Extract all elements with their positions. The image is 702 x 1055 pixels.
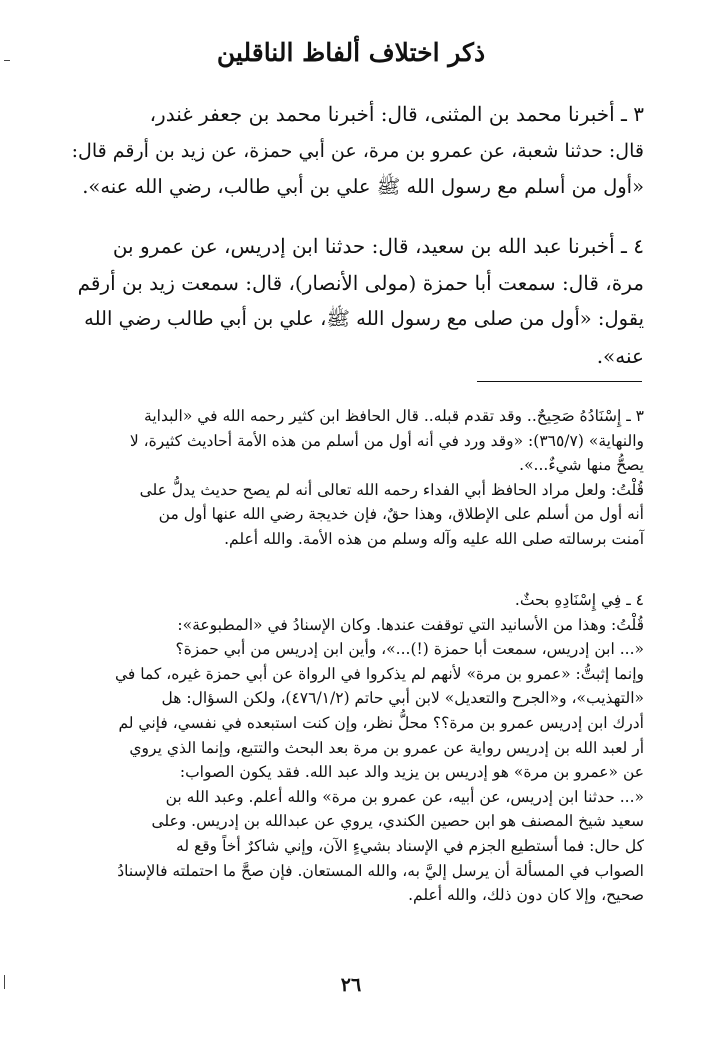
- hadith-3-line: «أول من أسلم مع رسول الله ﷺ علي بن أبي طالب، رضي الله عنه».: [82, 175, 644, 198]
- hadith-4-line: عنه».: [596, 343, 644, 368]
- page-title: ذكر اختلاف ألفاظ الناقلين: [216, 38, 486, 67]
- footnote-3-line: ٣ ـ إِسْنَادُهُ صَحِيحٌ.. وقد تقدم قبله.. قال الحافظ ابن كثير رحمه الله في «البداية: [144, 407, 644, 425]
- footnote-4-line: «... حدثنا ابن إدريس، عن أبيه، عن عمرو بن مرة» والله أعلم. وعبد الله بن: [165, 787, 644, 806]
- footnote-4-line: كل حال: فما أستطيع الجزم في الإسناد بشيءٍ الآن، وإني شاكرٌ أخاً وقع له: [176, 836, 644, 855]
- footnote-4-line: الصواب في المسألة أن يرسل إليَّ به، والله المستعان. فإن صحَّ ما احتملته فالإسنادُ: [117, 861, 644, 880]
- hadith-3-line: قال: حدثنا شعبة، عن عمرو بن مرة، عن أبي حمزة، عن زيد بن أرقم قال:: [71, 139, 644, 162]
- footnote-separator: [477, 381, 642, 382]
- footnote-4-line: وإنما إثبتُّ: «عمرو بن مرة» لأنهم لم يذكروا في الرواة عن أبي حمزة غيره، كما في: [114, 664, 644, 683]
- footnote-4-line: أدرك ابن إدريس عمرو بن مرة؟؟ محلُّ نظر، وإن كنت استبعده في نفسي، فإني لم: [118, 713, 644, 732]
- footnote-4-line: ٤ ـ فِي إِسْنَادِهِ بحثٌ.: [514, 591, 644, 609]
- footnote-3-line: أنه أول من أسلم على الإطلاق، وهذا حقٌ، فإن خديجة رضي الله عنها أول من: [158, 505, 644, 524]
- footnote-4: [60, 588, 644, 908]
- footnote-4-line: قُلْتُ: وهذا من الأسانيد التي توقفت عندها. وكان الإسنادُ في «المطبوعة»:: [177, 615, 644, 634]
- footnote-3-line: والنهاية» (٣٦٥/٧): «وقد ورد في أنه أول من أسلم من هذه الأمة أحاديث كثيرة، لا: [129, 431, 644, 450]
- footnote-3-line: آمنت برسالته صلى الله عليه وآله وسلم من هذه الأمة. والله أعلم.: [224, 529, 644, 548]
- footnote-4-line: عن «عمرو بن مرة» هو إدريس بن يزيد والد عبد الله. فقد يكون الصواب:: [179, 763, 644, 782]
- hadith-4: [72, 228, 644, 374]
- footnote-3: [60, 404, 644, 552]
- footnote-4-line: صحيح، وإلا كان دون ذلك، والله أعلم.: [408, 886, 644, 905]
- footnote-3-line: يصحُّ منها شيءٌ...».: [519, 456, 644, 475]
- hadith-4-line: مرة، قال: سمعت أبا حمزة (مولى الأنصار)، قال: سمعت زيد بن أرقم: [77, 270, 644, 295]
- page-number: ٢٦: [340, 974, 362, 996]
- footnote-3-line: قُلْتُ: ولعل مراد الحافظ أبي الفداء رحمه الله تعالى أنه لم يصح حديث يدلُّ على: [139, 480, 644, 499]
- footnote-4-line: سعيد شيخ المصنف هو ابن حصين الكندي، يروي عن عبدالله بن إدريس. وعلى: [151, 812, 644, 831]
- footnote-4-line: أر لعبد الله بن إدريس رواية عن عمرو بن مرة بعد البحث والتتبع، وإنما الذي يروي: [129, 738, 644, 757]
- hadith-3-line: ٣ ـ أخبرنا محمد بن المثنى، قال: أخبرنا محمد بن جعفر غندر،: [149, 102, 644, 126]
- hadith-4-line: ٤ ـ أخبرنا عبد الله بن سعيد، قال: حدثنا ابن إدريس، عن عمرو بن: [112, 234, 644, 258]
- footnote-4-line: «التهذيب»، و«الجرح والتعديل» لابن أبي حاتم (٤٧٦/١/٢)، ولكن السؤال: هل: [161, 689, 644, 708]
- hadith-3: [72, 96, 644, 206]
- hadith-4-line: يقول: «أول من صلى مع رسول الله ﷺ، علي بن أبي طالب رضي الله: [84, 307, 644, 330]
- footnote-4-line: «... ابن إدريس، سمعت أبا حمزة (!)...»، وأين ابن إدريس من أبي حمزة؟: [175, 640, 644, 659]
